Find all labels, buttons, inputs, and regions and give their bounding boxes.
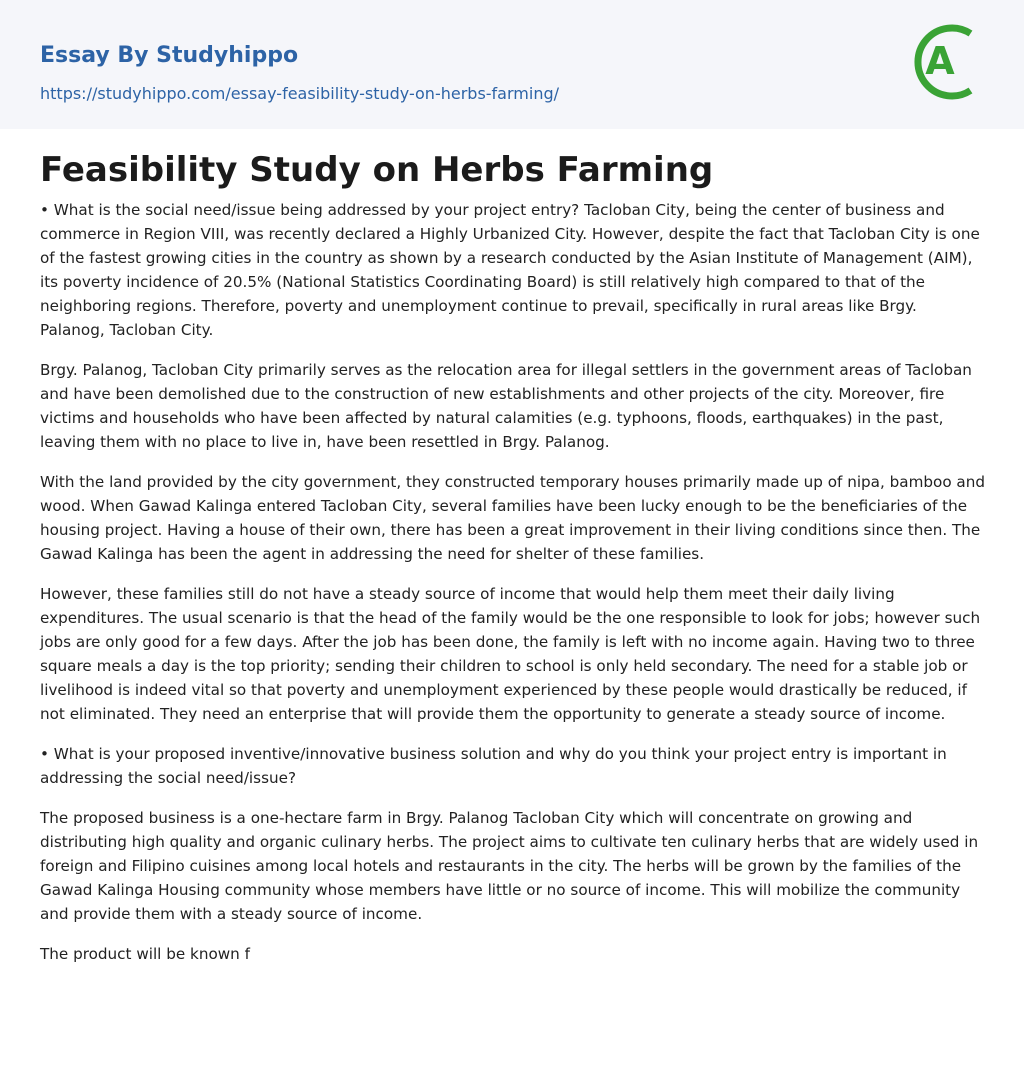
paragraph: Brgy. Palanog, Tacloban City primarily serves as the relocation area for illegal settlers in the government areas of Tacloban and have been demolished due to the construction of new establishments and other projects of the city. Moreover, fire victims and households who have been affected by natural calamities (e.g. typhoons, floods, earthquakes) in the past, leaving them with no place to live in, have been resettled in Brgy. Palanog. [40, 361, 972, 451]
paragraph: • What is your proposed inventive/innovative business solution and why do you think your project entry is important in addressing the social need/issue? [40, 745, 947, 787]
studyhippo-logo-icon[interactable] [910, 18, 988, 106]
page-title: Feasibility Study on Herbs Farming [40, 150, 714, 190]
paragraph: The product will be known f [40, 945, 250, 963]
paragraph: • What is the social need/issue being addressed by your project entry? Tacloban City, being the center of business and commerce in Region VIII, was recently declared a Highly Urbanized City. However, despite the fact that Tacloban City is one of the fastest growing cities in the country as shown by a research conducted by the Asian Institute of Management (AIM), its poverty incidence of 20.5% (National Statistics Coordinating Board) is still relatively high compared to that of the neighboring regions. Therefore, poverty and unemployment continue to prevail, specifically in rural areas like Brgy. Palanog, Tacloban City. [40, 201, 980, 339]
site-title[interactable]: Essay By Studyhippo [40, 43, 299, 68]
article-body [40, 140, 986, 982]
paragraph: The proposed business is a one-hectare farm in Brgy. Palanog Tacloban City which will concentrate on growing and distributing high quality and organic culinary herbs. The project aims to cultivate ten culinary herbs that are widely used in foreign and Filipino cuisines among local hotels and restaurants in the city. The herbs will be grown by the families of the Gawad Kalinga Housing community whose members have little or no source of income. This will mobilize the community and provide them with a steady source of income. [40, 809, 979, 923]
site-header [0, 0, 1024, 129]
logo-letter: A [925, 39, 955, 83]
source-url-link[interactable]: https://studyhippo.com/essay-feasibility-study-on-herbs-farming/ [40, 84, 559, 103]
paragraph: However, these families still do not have a steady source of income that would help them meet their daily living expenditures. The usual scenario is that the head of the family would be the one responsible to look for jobs; however such jobs are only good for a few days. After the job has been done, the family is left with no income again. Having two to three square meals a day is the top priority; sending their children to school is only held secondary. The need for a stable job or livelihood is indeed vital so that poverty and unemployment experienced by these people would drastically be reduced, if not eliminated. They need an enterprise that will provide them the opportunity to generate a steady source of income. [40, 585, 981, 723]
paragraph: With the land provided by the city government, they constructed temporary houses primarily made up of nipa, bamboo and wood. When Gawad Kalinga entered Tacloban City, several families have been lucky enough to be the beneficiaries of the housing project. Having a house of their own, there has been a great improvement in their living conditions since then. The Gawad Kalinga has been the agent in addressing the need for shelter of these families. [40, 473, 986, 563]
